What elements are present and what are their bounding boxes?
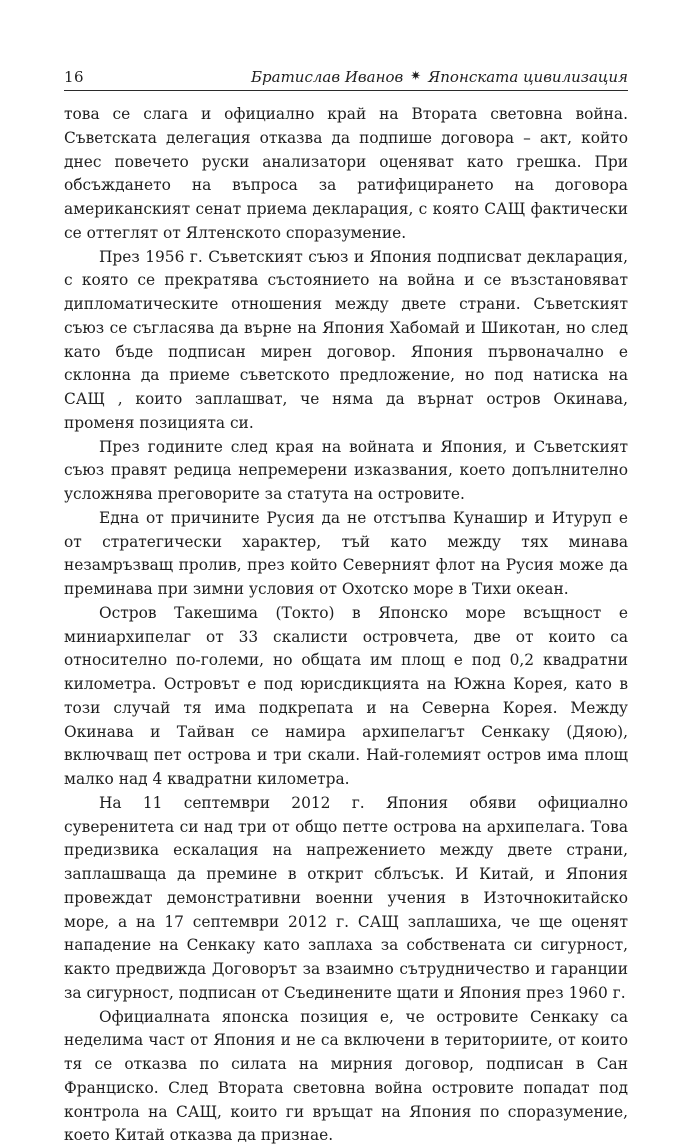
paragraph-2: През 1956 г. Съветският съюз и Япония подписват декларация, с която се прекратява състоянието на война и се възстановяват дипломатическите отношения между двете страни. Съветският съюз се съгласява да върне на Япония Хабомай и Шикотан, но след като бъде подписан мирен договор. Япония първоначално е склонна да приеме съветското предложение, но под натиска на САЩ , които заплашват, че няма да върнат остров Окинава, променя позицията си. [64,246,628,436]
book-title: Японската цивилизация [428,68,628,86]
body-text [64,103,628,1148]
star-ornament-icon: ✷ [410,68,421,86]
paragraph-1: това се слага и официално край на Втората световна война. Съветската делегация отказва да подпише договора – акт, който днес повечето руски анализатори оценяват като грешка. При обсъждането на въпроса за ратифицирането на договора американският сенат приема декларация, с която САЩ фактически се оттеглят от Ялтенското споразумение. [64,103,628,246]
paragraph-6: На 11 септември 2012 г. Япония обяви официално суверенитета си над три от общо петте острова на архипелага. Това предизвика ескалация на напрежението между двете страни, заплашваща да премине в открит сблъсък. И Китай, и Япония провеждат демонстративни военни учения в Източнокитайско море, а на 17 септември 2012 г. САЩ заплашиха, че ще оценят нападение на Сенкаку като заплаха за собствената си сигурност, както предвижда Договорът за взаимно сътрудничество и гаранции за сигурност, подписан от Съединените щати и Япония през 1960 г. [64,792,628,1006]
running-header [64,66,628,86]
paragraph-5: Остров Такешима (Токто) в Японско море всъщност е миниархипелаг от 33 скалисти островчета, две от които са относително по-големи, но общата им площ е под 0,2 квадратни километра. Островът е под юрисдикцията на Южна Корея, като в този случай тя има подкрепата и на Северна Корея. Между Окинава и Тайван се намира архипелагът Сенкаку (Дяою), включващ пет острова и три скали. Най-големият остров има площ малко над 4 квадратни километра. [64,602,628,792]
paragraph-4: Една от причините Русия да не отстъпва Кунашир и Итуруп е от стратегически характер, тъй като между тях минава незамръзващ пролив, през който Северният флот на Русия може да преминава при зимни условия от Охотско море в Тихи океан. [64,507,628,602]
author-name: Братислав Иванов [251,68,403,86]
paragraph-3: През годините след края на войната и Япония, и Съветският съюз правят редица непремерени изказвания, което допълнително усложнява преговорите за статута на островите. [64,436,628,507]
header-divider [64,90,628,91]
header-title-group [251,68,628,86]
paragraph-7: Официалната японска позиция е, че островите Сенкаку са неделима част от Япония и не са включени в териториите, от които тя се отказва по силата на мирния договор, подписан в Сан Франциско. След Втората световна война островите попадат под контрола на САЩ, които ги връщат на Япония по споразумение, което Китай отказва да признае. [64,1006,628,1148]
page-number: 16 [64,68,84,86]
